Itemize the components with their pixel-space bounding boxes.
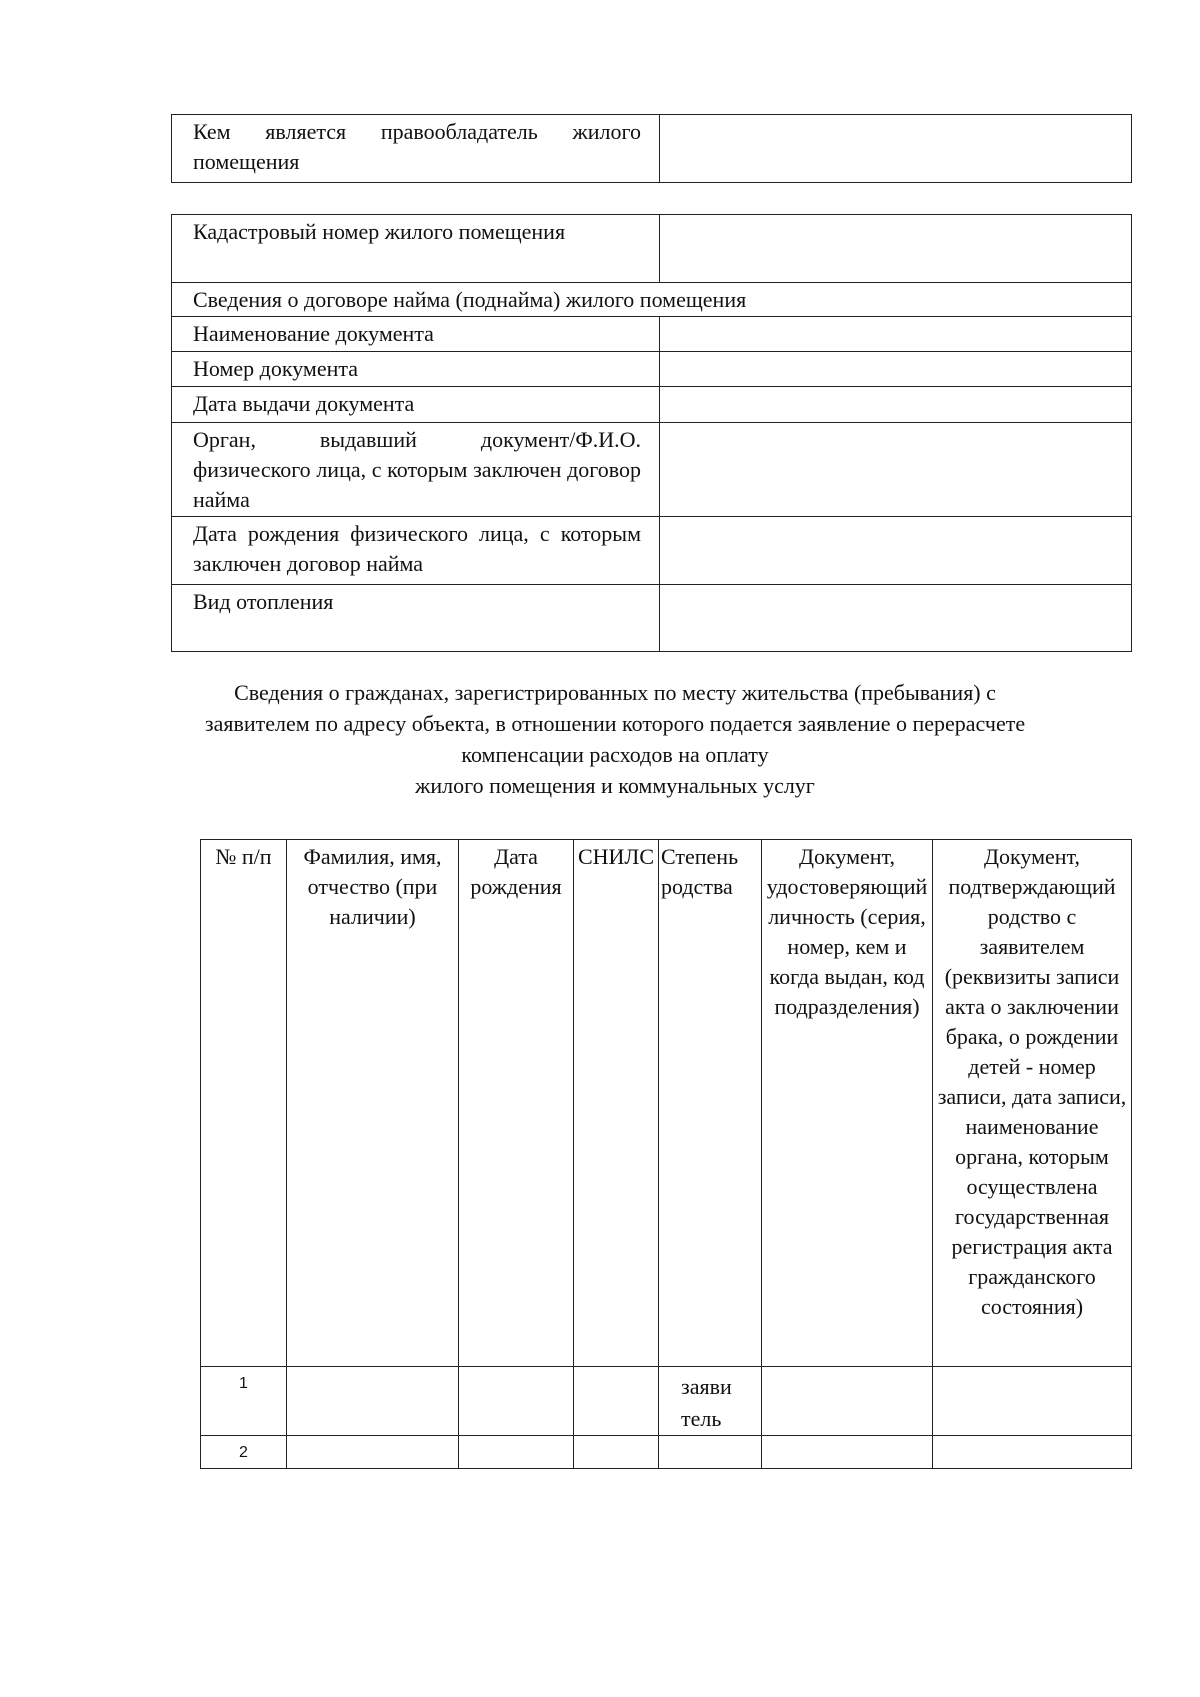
heading-line-1: Сведения о гражданах, зарегистрированных по месту жительства (пребывания) с (234, 680, 996, 705)
header-birth-date: Дата рождения (459, 840, 574, 1367)
table-row (201, 1436, 1132, 1469)
heading-line-2: заявителем по адресу объекта, в отношении которого подается заявление о перерасчете (204, 711, 1026, 736)
document-name-label: Наименование документа (172, 317, 660, 352)
header-number: № п/п (201, 840, 287, 1367)
document-name-cell[interactable] (660, 317, 1132, 352)
lease-section-title: Сведения о договоре найма (поднайма) жилого помещения (172, 283, 1132, 317)
header-snils: СНИЛС (574, 840, 659, 1367)
document-date-label: Дата выдачи документа (172, 387, 660, 423)
birth-date-cell[interactable] (660, 517, 1132, 585)
document-number-label: Номер документа (172, 352, 660, 387)
birth-date-label: Дата рождения физического лица, с которым заключен договор найма (172, 517, 660, 585)
row-number: 1 (201, 1367, 287, 1436)
owner-value-cell[interactable] (660, 115, 1132, 183)
issuer-label: Орган, выдавший документ/Ф.И.О. физического лица, с которым заключен договор найма (172, 423, 660, 517)
heating-type-cell[interactable] (660, 585, 1132, 652)
owner-table (171, 114, 1132, 183)
header-relation: Степень родства (659, 840, 762, 1367)
table-row (201, 1367, 1132, 1436)
birth-date-cell[interactable] (459, 1367, 574, 1436)
citizens-table (200, 839, 1132, 1469)
row-number: 2 (201, 1436, 287, 1469)
identity-document-cell[interactable] (762, 1367, 933, 1436)
document-number-cell[interactable] (660, 352, 1132, 387)
relation-value: заявитель (681, 1374, 732, 1431)
relation-document-cell[interactable] (933, 1436, 1132, 1469)
cadastral-number-cell[interactable] (660, 215, 1132, 283)
issuer-cell[interactable] (660, 423, 1132, 517)
header-identity-document: Документ, удостоверяющий личность (серия, номер, кем и когда выдан, код подразделения) (762, 840, 933, 1367)
heading-line-4: жилого помещения и коммунальных услуг (415, 773, 815, 798)
heating-type-label: Вид отопления (172, 585, 660, 652)
document-date-cell[interactable] (660, 387, 1132, 423)
full-name-cell[interactable] (287, 1436, 459, 1469)
snils-cell[interactable] (574, 1436, 659, 1469)
heading-line-3: компенсации расходов на оплату (461, 742, 769, 767)
header-full-name: Фамилия, имя, отчество (при наличии) (287, 840, 459, 1367)
identity-document-cell[interactable] (762, 1436, 933, 1469)
relation-cell[interactable] (659, 1436, 762, 1469)
full-name-cell[interactable] (287, 1367, 459, 1436)
cadastral-number-label: Кадастровый номер жилого помещения (172, 215, 660, 283)
citizens-section-heading (150, 677, 1080, 801)
snils-cell[interactable] (574, 1367, 659, 1436)
owner-label: Кем является правообладатель жилого помещения (172, 115, 660, 183)
relation-cell[interactable] (659, 1367, 762, 1436)
header-relation-document: Документ, подтверждающий родство с заявителем (реквизиты записи акта о заключении брака, о рождении детей - номер записи, дата записи, наименование органа, которым осуществлена государственная регистрация акта гражданского состояния) (933, 840, 1132, 1367)
birth-date-cell[interactable] (459, 1436, 574, 1469)
relation-document-cell[interactable] (933, 1367, 1132, 1436)
property-table (171, 214, 1132, 652)
